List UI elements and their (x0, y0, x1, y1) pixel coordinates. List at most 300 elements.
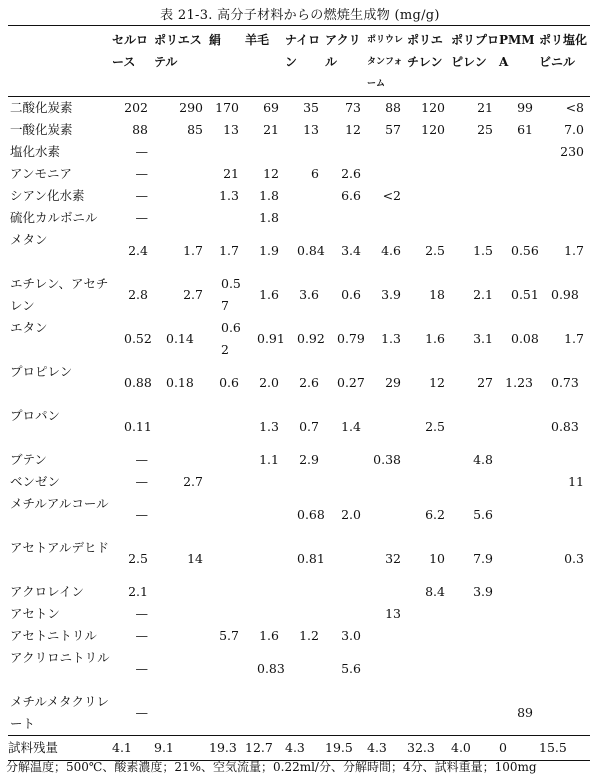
value-cell: 2.7 (183, 474, 203, 489)
row-label: 硫化カルボニル (10, 210, 98, 225)
value-cell (407, 141, 451, 163)
value-cell: 0.56 (511, 243, 539, 258)
value-cell (407, 603, 451, 625)
row-label: アクロレイン (10, 584, 85, 599)
value-cell: 29 (385, 375, 401, 390)
column-header-label: ポリエチレン (407, 33, 443, 69)
value-cell: 1.3 (219, 188, 239, 203)
value-cell: 2.4 (128, 243, 148, 258)
row-label: ブテン (10, 452, 47, 467)
value-cell: — (135, 166, 148, 181)
value-cell (154, 185, 209, 207)
value-cell (499, 537, 539, 581)
value-cell: 3.9 (473, 584, 493, 599)
combustion-products-table (8, 25, 590, 761)
value-cell: 18 (429, 287, 445, 302)
value-cell (209, 493, 245, 537)
value-cell (539, 581, 590, 603)
table-row (8, 361, 590, 405)
value-cell: 1.3 (259, 419, 279, 434)
value-cell: — (135, 474, 148, 489)
value-cell: 21 (223, 166, 239, 181)
value-cell: 0.79 (337, 331, 365, 346)
value-cell: 2.8 (128, 287, 148, 302)
row-label: プロピレン (10, 364, 73, 379)
value-cell: 1.8 (259, 188, 279, 203)
value-cell: 8.4 (425, 584, 445, 599)
value-cell: 3.9 (381, 287, 401, 302)
value-cell (285, 581, 325, 603)
value-cell: 1.7 (219, 243, 239, 258)
table-title: 表 21-3. 高分子材料からの燃焼生成物 (mg/g) (160, 8, 440, 23)
value-cell: 13 (223, 122, 239, 137)
row-label: エチレン、アセチレン (10, 276, 109, 313)
value-cell: 1.5 (473, 243, 493, 258)
value-cell: 5.6 (341, 661, 361, 676)
value-cell: — (135, 210, 148, 225)
value-cell (325, 603, 367, 625)
value-cell (367, 141, 407, 163)
column-header (539, 26, 590, 97)
table-row (8, 163, 590, 185)
column-header (367, 26, 407, 97)
table-row (8, 625, 590, 647)
column-header (209, 26, 245, 97)
value-cell (499, 471, 539, 493)
residue-value: 4.3 (367, 736, 407, 761)
value-cell (325, 537, 367, 581)
row-label: メタン (10, 232, 48, 247)
value-cell: 32 (385, 551, 401, 566)
value-cell: 0.84 (297, 243, 325, 258)
table-row (8, 273, 590, 317)
value-cell (407, 207, 451, 229)
value-cell (154, 141, 209, 163)
value-cell (451, 405, 499, 449)
value-cell (285, 647, 325, 691)
value-cell: 13 (303, 122, 319, 137)
table-row (8, 537, 590, 581)
value-cell (209, 603, 245, 625)
value-cell: 0.68 (297, 507, 325, 522)
value-cell: 0.88 (124, 375, 152, 390)
value-cell: 0.38 (373, 452, 401, 467)
value-cell: 0.57 (221, 276, 241, 313)
value-cell (285, 185, 325, 207)
value-cell: 25 (477, 122, 493, 137)
residue-label: 試料残量 (8, 736, 112, 761)
value-cell: 0.81 (297, 551, 325, 566)
value-cell (209, 581, 245, 603)
value-cell: 2.9 (299, 452, 319, 467)
column-header-label: アクリル (325, 33, 361, 69)
value-cell: 1.7 (564, 331, 584, 346)
value-cell: 2.0 (259, 375, 279, 390)
value-cell: 61 (517, 122, 533, 137)
value-cell (285, 691, 325, 736)
value-cell: 5.7 (219, 628, 239, 643)
value-cell (539, 449, 590, 471)
value-cell (407, 691, 451, 736)
value-cell: 21 (477, 100, 493, 115)
value-cell (245, 581, 285, 603)
row-label: ベンゼン (10, 474, 61, 489)
value-cell: 2.5 (425, 243, 445, 258)
value-cell: 14 (187, 551, 203, 566)
value-cell (539, 185, 590, 207)
value-cell (451, 185, 499, 207)
row-label: アクリロニトリル (10, 650, 110, 665)
value-cell: 3.6 (299, 287, 319, 302)
table-row (8, 493, 590, 537)
value-cell: 6.6 (341, 188, 361, 203)
value-cell (451, 625, 499, 647)
value-cell (451, 647, 499, 691)
value-cell: 202 (124, 100, 148, 115)
value-cell: 0.92 (297, 331, 325, 346)
value-cell: 12 (263, 166, 279, 181)
column-header-label: ポリ塩化ビニル (539, 33, 588, 69)
value-cell: 0.14 (166, 331, 194, 346)
value-cell (367, 691, 407, 736)
value-cell (154, 493, 209, 537)
value-cell: 3.1 (473, 331, 493, 346)
value-cell (499, 141, 539, 163)
value-cell (209, 207, 245, 229)
residue-value: 4.3 (285, 736, 325, 761)
value-cell (325, 141, 367, 163)
residue-row (8, 736, 590, 761)
value-cell: 170 (215, 100, 239, 115)
row-label: アセトニトリル (10, 628, 97, 643)
row-label: 一酸化炭素 (10, 122, 73, 137)
value-cell (539, 603, 590, 625)
value-cell: — (135, 628, 148, 643)
residue-value: 9.1 (154, 736, 209, 761)
value-cell (539, 493, 590, 537)
value-cell (154, 691, 209, 736)
column-header-label: ポリウレタンフォーム (367, 35, 404, 89)
value-cell: 88 (132, 122, 148, 137)
value-cell: 57 (385, 122, 401, 137)
table-body (8, 97, 590, 736)
table-row (8, 449, 590, 471)
table-row (8, 229, 590, 273)
value-cell (154, 625, 209, 647)
value-cell: 1.6 (425, 331, 445, 346)
value-cell (499, 647, 539, 691)
value-cell (245, 603, 285, 625)
value-cell: 1.7 (183, 243, 203, 258)
table-row (8, 581, 590, 603)
column-header-label: PMMA (499, 33, 535, 69)
value-cell: 27 (477, 375, 493, 390)
value-cell: 21 (263, 122, 279, 137)
value-cell: 1.23 (505, 375, 533, 390)
value-cell: 69 (263, 100, 279, 115)
value-cell: — (135, 507, 148, 522)
value-cell: 0.6 (341, 287, 361, 302)
row-label: 二酸化炭素 (10, 100, 73, 115)
value-cell (499, 581, 539, 603)
value-cell (367, 647, 407, 691)
row-label: メチルアルコール (10, 496, 109, 511)
value-cell: 2.0 (341, 507, 361, 522)
value-cell: 0.91 (257, 331, 285, 346)
column-header (154, 26, 209, 97)
value-cell (209, 537, 245, 581)
value-cell: 1.6 (259, 287, 279, 302)
column-header (112, 26, 154, 97)
value-cell (407, 471, 451, 493)
value-cell (325, 691, 367, 736)
value-cell: — (135, 452, 148, 467)
residue-value: 12.7 (245, 736, 285, 761)
value-cell (407, 185, 451, 207)
value-cell: 3.4 (341, 243, 361, 258)
value-cell: 230 (560, 144, 584, 159)
value-cell (367, 207, 407, 229)
row-label: メチルメタクリレート (10, 694, 110, 731)
value-cell: <8 (565, 100, 584, 115)
residue-value: 19.3 (209, 736, 245, 761)
row-label: アセトアルデヒド (10, 540, 110, 555)
value-cell: 1.7 (564, 243, 584, 258)
value-cell: 12 (429, 375, 445, 390)
table-row (8, 405, 590, 449)
value-cell (499, 163, 539, 185)
value-cell (539, 163, 590, 185)
value-cell (245, 537, 285, 581)
value-cell: 1.2 (299, 628, 319, 643)
value-cell (245, 691, 285, 736)
value-cell: 0.62 (221, 320, 241, 357)
value-cell: 0.27 (337, 375, 365, 390)
value-cell: 0.6 (219, 375, 239, 390)
value-cell (209, 471, 245, 493)
value-cell: 73 (345, 100, 361, 115)
value-cell (154, 207, 209, 229)
value-cell (325, 449, 367, 471)
column-header (499, 26, 539, 97)
value-cell: 1.4 (341, 419, 361, 434)
column-header (325, 26, 367, 97)
row-label: アセトン (10, 606, 60, 621)
value-cell: 120 (421, 100, 445, 115)
value-cell: 0.08 (511, 331, 539, 346)
value-cell: 2.6 (299, 375, 319, 390)
value-cell: 4.8 (473, 452, 493, 467)
value-cell: 0.3 (564, 551, 584, 566)
value-cell: 12 (345, 122, 361, 137)
value-cell (367, 493, 407, 537)
value-cell: 13 (385, 606, 401, 621)
row-label: エタン (10, 320, 48, 335)
value-cell: 3.0 (341, 628, 361, 643)
value-cell (285, 207, 325, 229)
value-cell (407, 625, 451, 647)
table-row (8, 141, 590, 163)
value-cell: 6.2 (425, 507, 445, 522)
table-header (8, 26, 590, 97)
column-header (285, 26, 325, 97)
row-label: プロパン (10, 408, 61, 423)
value-cell (285, 603, 325, 625)
value-cell: 2.7 (183, 287, 203, 302)
value-cell (285, 141, 325, 163)
value-cell (451, 471, 499, 493)
column-header-label: ポリプロピレン (451, 33, 500, 69)
column-header-label: 羊毛 (245, 33, 270, 47)
value-cell: 1.6 (259, 628, 279, 643)
value-cell (325, 581, 367, 603)
value-cell: — (135, 606, 148, 621)
conditions-note: 分解温度；500℃、酸素濃度；21%、空気流量；0.22ml/分、分解時間；4分、試料重量；100mg (6, 760, 537, 774)
value-cell: 0.11 (124, 419, 152, 434)
table-row (8, 317, 590, 361)
value-cell: — (135, 144, 148, 159)
value-cell (367, 625, 407, 647)
value-cell: 0.73 (551, 375, 579, 390)
value-cell: 0.7 (299, 419, 319, 434)
value-cell (154, 647, 209, 691)
value-cell (451, 603, 499, 625)
value-cell (367, 581, 407, 603)
value-cell (539, 207, 590, 229)
value-cell: 89 (517, 705, 533, 720)
value-cell (154, 581, 209, 603)
value-cell (539, 647, 590, 691)
value-cell (499, 603, 539, 625)
value-cell (154, 405, 209, 449)
value-cell: 85 (187, 122, 203, 137)
value-cell: — (135, 661, 148, 676)
value-cell (407, 647, 451, 691)
value-cell (451, 691, 499, 736)
value-cell: 0.52 (124, 331, 152, 346)
value-cell (499, 625, 539, 647)
value-cell: 10 (429, 551, 445, 566)
value-cell: 2.1 (473, 287, 493, 302)
residue-value: 32.3 (407, 736, 451, 761)
column-header-label: セルロース (112, 33, 149, 69)
value-cell (154, 603, 209, 625)
value-cell: — (135, 705, 148, 720)
column-header-label: ナイロン (285, 33, 321, 69)
value-cell: 5.6 (473, 507, 493, 522)
value-cell (209, 449, 245, 471)
value-cell (499, 185, 539, 207)
value-cell (539, 691, 590, 736)
column-header (407, 26, 451, 97)
row-label: アンモニア (10, 166, 73, 181)
header-corner (8, 26, 112, 97)
table-row (8, 185, 590, 207)
value-cell (499, 449, 539, 471)
value-cell: 2.6 (341, 166, 361, 181)
value-cell: 1.1 (259, 452, 279, 467)
table-row (8, 207, 590, 229)
table-row (8, 691, 590, 736)
value-cell (499, 405, 539, 449)
value-cell (209, 691, 245, 736)
residue-value: 15.5 (539, 736, 590, 761)
value-cell (245, 141, 285, 163)
residue-value: 4.1 (112, 736, 154, 761)
value-cell (154, 163, 209, 185)
value-cell: 0.83 (551, 419, 579, 434)
value-cell: 0.51 (511, 287, 539, 302)
table-row (8, 603, 590, 625)
value-cell: 6 (311, 166, 319, 181)
table-row (8, 97, 590, 120)
value-cell: 88 (385, 100, 401, 115)
value-cell (451, 207, 499, 229)
table-row (8, 119, 590, 141)
value-cell: 99 (517, 100, 533, 115)
value-cell: 0.98 (551, 287, 579, 302)
value-cell: 11 (568, 474, 584, 489)
value-cell (367, 405, 407, 449)
value-cell (245, 493, 285, 537)
value-cell: 120 (421, 122, 445, 137)
value-cell (367, 471, 407, 493)
table-row (8, 471, 590, 493)
row-label: シアン化水素 (10, 188, 85, 203)
value-cell (499, 493, 539, 537)
value-cell: 290 (179, 100, 203, 115)
column-header-label: 絹 (209, 33, 222, 47)
value-cell: 2.1 (128, 584, 148, 599)
value-cell (245, 471, 285, 493)
value-cell: 7.0 (564, 122, 584, 137)
value-cell: 35 (303, 100, 319, 115)
value-cell (209, 647, 245, 691)
value-cell (325, 207, 367, 229)
value-cell (367, 163, 407, 185)
residue-value: 0 (499, 736, 539, 761)
value-cell: 1.8 (259, 210, 279, 225)
value-cell (539, 625, 590, 647)
value-cell (209, 141, 245, 163)
column-header-label: ポリエステル (154, 33, 202, 69)
residue-value: 4.0 (451, 736, 499, 761)
value-cell (154, 449, 209, 471)
value-cell (209, 405, 245, 449)
value-cell (451, 163, 499, 185)
column-header (245, 26, 285, 97)
value-cell (407, 163, 451, 185)
value-cell (499, 207, 539, 229)
value-cell: 7.9 (473, 551, 493, 566)
value-cell: 0.18 (166, 375, 194, 390)
column-header (451, 26, 499, 97)
value-cell: 0.83 (257, 661, 285, 676)
value-cell: 2.5 (425, 419, 445, 434)
value-cell: 1.3 (381, 331, 401, 346)
table-row (8, 647, 590, 691)
value-cell: 4.6 (381, 243, 401, 258)
row-label: 塩化水素 (10, 144, 61, 159)
residue-value: 19.5 (325, 736, 367, 761)
value-cell: 1.9 (259, 243, 279, 258)
value-cell (451, 141, 499, 163)
value-cell (325, 471, 367, 493)
value-cell: 2.5 (128, 551, 148, 566)
value-cell: — (135, 188, 148, 203)
value-cell (407, 449, 451, 471)
value-cell (285, 471, 325, 493)
